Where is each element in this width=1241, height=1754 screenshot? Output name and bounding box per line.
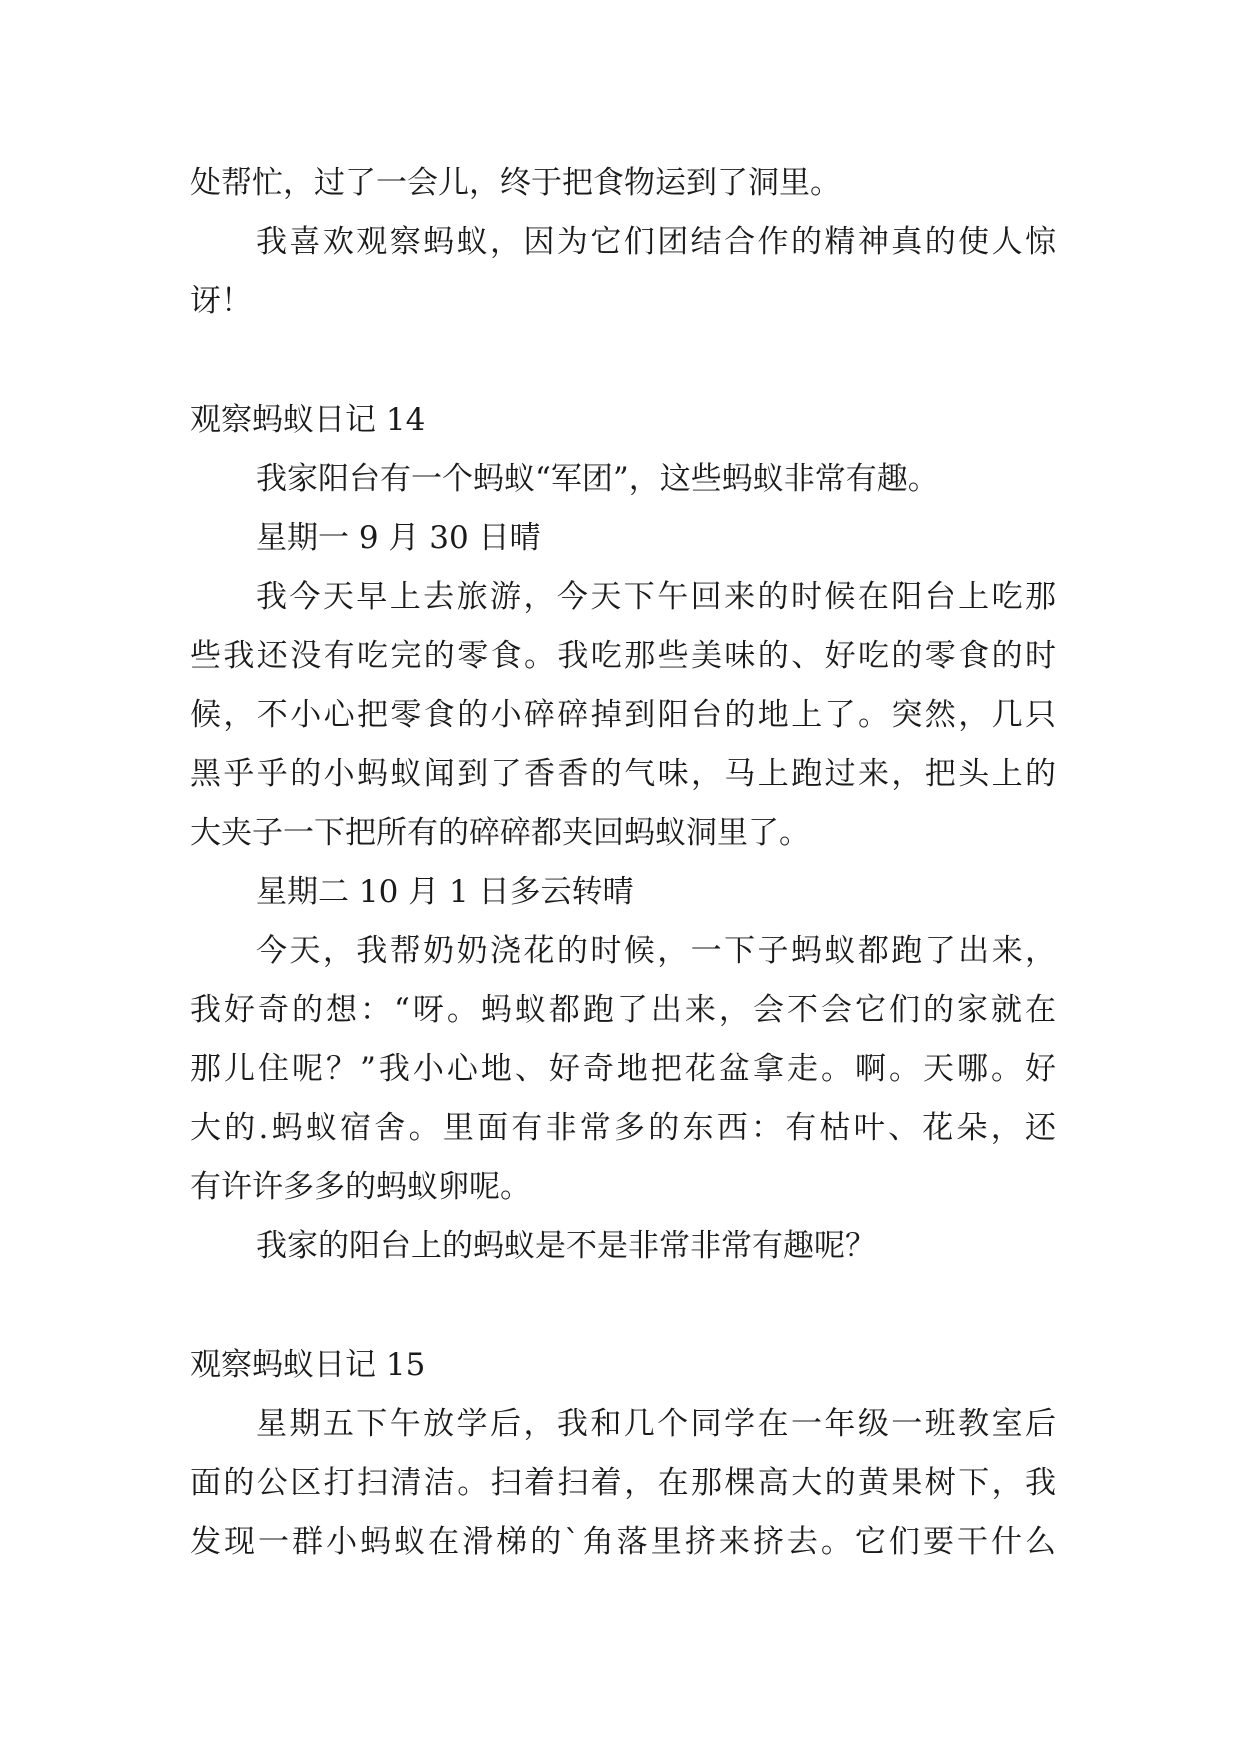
paragraph-line: 大的.蚂蚁宿舍。里面有非常多的东西：有枯叶、花朵，还: [190, 1110, 1056, 1146]
paragraph-line: 黑乎乎的小蚂蚁闻到了香香的气味，马上跑过来，把头上的: [190, 756, 1056, 792]
section-title: 观察蚂蚁日记 14: [190, 402, 426, 438]
paragraph-line: 候，不小心把零食的小碎碎掉到阳台的地上了。突然，几只: [190, 697, 1056, 733]
paragraph-line: 我家阳台有一个蚂蚁“军团”，这些蚂蚁非常有趣。: [256, 461, 939, 497]
paragraph-line: 有许许多多的蚂蚁卵呢。: [190, 1169, 531, 1205]
paragraph-line: 我喜欢观察蚂蚁，因为它们团结合作的精神真的使人惊: [256, 224, 1056, 260]
paragraph-line: 那儿住呢？”我小心地、好奇地把花盆拿走。啊。天哪。好: [190, 1051, 1056, 1087]
section-title: 观察蚂蚁日记 15: [190, 1347, 426, 1383]
paragraph-line: 面的公区打扫清洁。扫着扫着，在那棵高大的黄果树下，我: [190, 1465, 1056, 1501]
paragraph-line: 大夹子一下把所有的碎碎都夹回蚂蚁洞里了。: [190, 815, 810, 851]
paragraph-line: 今天，我帮奶奶浇花的时候，一下子蚂蚁都跑了出来，: [256, 933, 1056, 969]
paragraph-line: 处帮忙，过了一会儿，终于把食物运到了洞里。: [190, 165, 841, 201]
paragraph-line: 讶！: [190, 283, 252, 319]
paragraph-line: 我好奇的想：“呀。蚂蚁都跑了出来，会不会它们的家就在: [190, 992, 1056, 1028]
paragraph-line: 发现一群小蚂蚁在滑梯的`角落里挤来挤去。它们要干什么: [190, 1524, 1056, 1560]
diary-date: 星期二 10 月 1 日多云转晴: [256, 874, 634, 910]
paragraph-line: 我今天早上去旅游，今天下午回来的时候在阳台上吃那: [256, 579, 1056, 615]
paragraph-line: 些我还没有吃完的零食。我吃那些美味的、好吃的零食的时: [190, 638, 1056, 674]
paragraph-line: 我家的阳台上的蚂蚁是不是非常非常有趣呢？: [256, 1228, 876, 1264]
diary-date: 星期一 9 月 30 日晴: [256, 520, 541, 556]
paragraph-line: 星期五下午放学后，我和几个同学在一年级一班教室后: [256, 1406, 1056, 1442]
